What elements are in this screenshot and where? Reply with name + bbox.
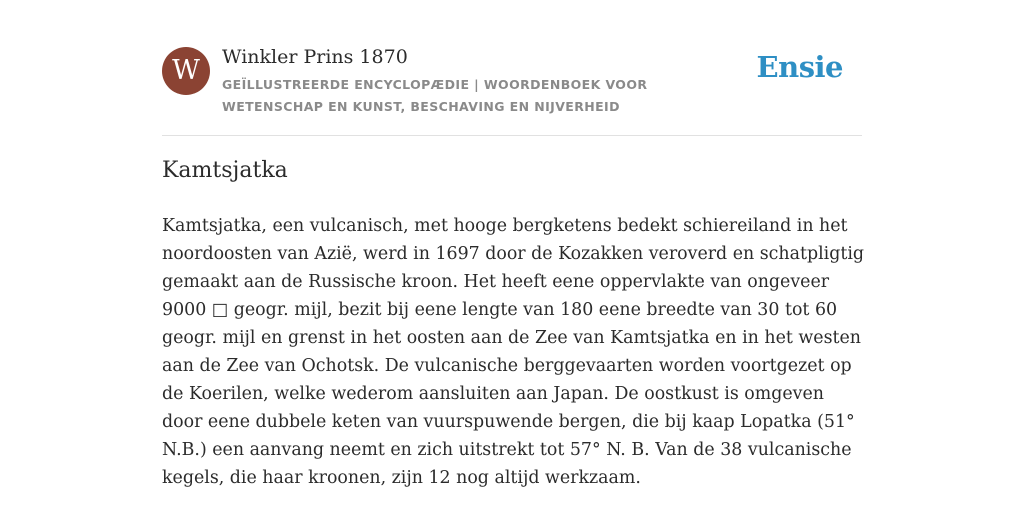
- source-subtitle: GEÏLLUSTREERDE ENCYCLOPÆDIE | WOORDENBOEK VOOR WETENSCHAP EN KUNST, BESCHAVING EN NIJVERHEID: [222, 77, 648, 114]
- header-divider: [162, 135, 862, 136]
- source-title[interactable]: Winkler Prins 1870: [222, 46, 408, 68]
- entry-title: Kamtsjatka: [162, 158, 288, 183]
- entry-body: Kamtsjatka, een vulcanisch, met hooge bergketens bedekt schiereiland in het noordoosten van Azië, werd in 1697 door de Kozakken veroverd en schatpligtig gemaakt aan de Russische kroon. Het heeft eene oppervlakte van ongeveer 9000 □ geogr. mijl, bezit bij eene lengte van 180 eene breedte van 30 tot 60 geogr. mijl en grenst in het oosten aan de Zee van Kamtsjatka en in het westen aan de Zee van Ochotsk. De vulcanische berggevaarten worden voortgezet op de Koerilen, welke wederom aansluiten aan Japan. De oostkust is omgeven door eene dubbele keten van vuurspuwende bergen, die bij kaap Lopatka (51° N.B.) een aanvang neemt en zich uitstrekt tot 57° N. B. Van de 38 vulcanische kegels, die haar kroonen, zijn 12 nog altijd werkzaam.: [162, 216, 865, 488]
- ensie-logo[interactable]: Ensie: [756, 50, 843, 84]
- source-header: [162, 44, 862, 124]
- source-avatar[interactable]: W: [162, 47, 210, 95]
